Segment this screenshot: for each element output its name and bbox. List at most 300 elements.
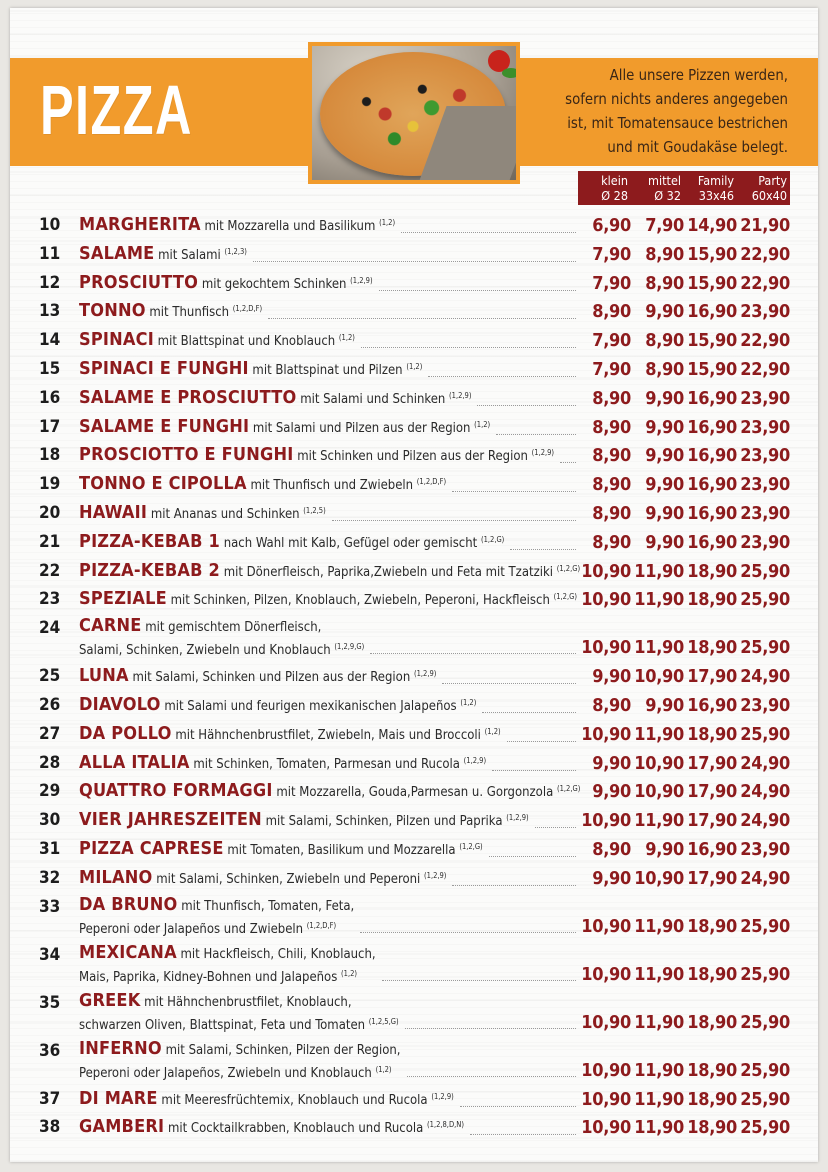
- item-name: PROSCIOTTO E FUNGHI: [79, 444, 294, 466]
- item-prices: [578, 964, 790, 985]
- menu-page: [10, 8, 818, 1162]
- item-number: 36: [39, 1040, 61, 1061]
- menu-item: [10, 415, 818, 444]
- price-mittel: 11,90: [634, 810, 684, 832]
- item-ingredients: Peperoni oder Jalapeños und Zwiebeln: [79, 921, 304, 937]
- price-mittel: 10,90: [634, 781, 684, 803]
- price-mittel: 9,90: [645, 531, 684, 553]
- item-ingredients: mit Thunfisch: [149, 305, 230, 321]
- price-mittel: 10,90: [634, 666, 684, 688]
- item-number: 13: [39, 301, 61, 322]
- item-description: [79, 808, 529, 831]
- item-number: 26: [39, 695, 61, 715]
- item-prices: [578, 244, 790, 265]
- allergen-codes: (1,2,G): [556, 784, 581, 794]
- item-name: LUNA: [79, 665, 129, 687]
- item-ingredients: mit Salami: [158, 247, 221, 263]
- dot-leader: [452, 885, 576, 886]
- item-name: TONNO E CIPOLLA: [79, 473, 247, 495]
- item-name: PROSCIUTTO: [79, 271, 199, 293]
- item-line: [79, 213, 395, 236]
- item-ingredients: mit Hähnchenbrustfilet, Zwiebeln, Mais und Broccoli: [175, 727, 481, 743]
- leaf-icon: [502, 68, 516, 78]
- item-line: [79, 1012, 399, 1035]
- item-line: [79, 808, 529, 831]
- item-line: [79, 443, 554, 466]
- price-mittel: 11,90: [634, 589, 684, 611]
- price-klein: 10,90: [581, 637, 631, 659]
- item-line: [79, 779, 580, 802]
- item-number: 35: [39, 992, 61, 1013]
- dot-leader: [470, 1134, 576, 1135]
- item-ingredients: mit Dönerfleisch, Paprika,Zwiebeln und Feta mit Tzatziki: [223, 564, 553, 580]
- price-mittel: 9,90: [645, 445, 684, 467]
- item-prices: [578, 330, 790, 351]
- price-family: 18,90: [687, 1011, 737, 1033]
- allergen-codes: (1,2,5): [303, 506, 326, 515]
- price-mittel: 8,90: [645, 243, 684, 265]
- price-klein: 8,90: [592, 416, 631, 438]
- item-ingredients: mit Thunfisch und Zwiebeln: [250, 478, 414, 494]
- item-line: [79, 964, 376, 987]
- allergen-codes: (1,2,9): [424, 870, 447, 880]
- item-ingredients: Mais, Paprika, Kidney-Bohnen und Jalapeños: [79, 969, 338, 985]
- price-klein: 9,90: [592, 867, 631, 889]
- pizza-photo-image: [312, 46, 516, 180]
- price-party: 23,90: [740, 839, 790, 860]
- item-line: [79, 271, 373, 294]
- price-party: 22,90: [740, 359, 790, 380]
- size-name: mittel: [648, 173, 681, 188]
- item-description: [79, 587, 577, 610]
- size-name: Party: [758, 173, 787, 188]
- item-ingredients: mit Mozzarella und Basilikum: [204, 219, 376, 234]
- item-ingredients: mit Salami, Schinken, Zwiebeln und Peperoni: [156, 871, 421, 887]
- menu-item: [10, 693, 818, 722]
- price-klein: 8,90: [592, 445, 631, 467]
- allergen-codes: (1,2,5,G): [368, 1016, 399, 1026]
- price-mittel: 8,90: [645, 359, 684, 380]
- allergen-codes: (1,2,9): [413, 669, 437, 679]
- item-line: [79, 837, 483, 860]
- allergen-codes: (1,2,G): [556, 563, 581, 573]
- item-ingredients: schwarzen Oliven, Blattspinat, Feta und Tomaten: [79, 1017, 366, 1033]
- item-line: [79, 616, 364, 637]
- allergen-codes: (1,2): [341, 968, 358, 978]
- price-party: 23,90: [740, 416, 790, 438]
- allergen-codes: (1,2,9): [463, 755, 487, 765]
- item-description: [79, 693, 476, 716]
- size-dim: 33x46: [698, 188, 734, 203]
- price-mittel: 8,90: [645, 272, 684, 294]
- item-line: [79, 637, 364, 660]
- price-family: 18,90: [687, 963, 737, 985]
- item-number: 32: [39, 867, 61, 888]
- item-number: 27: [39, 723, 61, 744]
- price-party: 24,90: [740, 781, 790, 803]
- dot-leader: [407, 1076, 576, 1077]
- allergen-codes: (1,2,9,G): [334, 642, 365, 652]
- pizza-photo: [308, 42, 520, 184]
- price-party: 25,90: [740, 915, 790, 937]
- item-number: 10: [39, 215, 61, 235]
- item-description: [79, 866, 446, 889]
- menu-item: [10, 242, 818, 271]
- item-line: [79, 722, 501, 745]
- item-number: 24: [39, 618, 61, 639]
- price-klein: 6,90: [592, 215, 631, 236]
- price-klein: 10,90: [581, 723, 631, 745]
- item-name: DI MARE: [79, 1087, 158, 1109]
- price-party: 23,90: [740, 387, 790, 409]
- size-header: [578, 171, 790, 205]
- allergen-codes: (1,2,G): [553, 592, 577, 602]
- menu-item: [10, 779, 818, 808]
- allergen-codes: (1,2): [379, 218, 396, 227]
- item-name: CARNE: [79, 615, 142, 637]
- item-ingredients: mit Schinken, Pilzen, Knoblauch, Zwiebeln, Peperoni, Hackfleisch: [170, 593, 550, 609]
- item-ingredients: mit Salami, Schinken, Pilzen der Region,: [165, 1042, 401, 1058]
- price-family: 18,90: [687, 723, 737, 745]
- menu-item: [10, 443, 818, 472]
- item-number: 19: [39, 474, 61, 495]
- size-name: Family: [697, 173, 734, 188]
- item-number: 23: [39, 589, 61, 610]
- allergen-codes: (1,2): [375, 1064, 392, 1074]
- item-description: [79, 213, 395, 236]
- item-name: PIZZA CAPRESE: [79, 838, 224, 859]
- item-name: PIZZA-KEBAB 1: [79, 530, 220, 552]
- menu-item: [10, 808, 818, 837]
- allergen-codes: (1,2): [406, 362, 423, 371]
- intro-text: [528, 64, 788, 160]
- price-family: 15,90: [687, 359, 737, 380]
- item-ingredients: mit gekochtem Schinken: [201, 276, 347, 292]
- size-name: klein: [601, 173, 628, 188]
- price-mittel: 11,90: [634, 560, 684, 582]
- allergen-codes: (1,2): [484, 726, 501, 736]
- item-ingredients: mit gemischtem Dönerfleisch,: [145, 620, 322, 636]
- item-prices: [578, 273, 790, 294]
- item-number: 22: [39, 560, 61, 581]
- menu-item: [10, 386, 818, 415]
- price-mittel: 8,90: [645, 330, 684, 352]
- intro-line: und mit Goudakäse belegt.: [607, 139, 788, 156]
- dot-leader: [361, 347, 576, 348]
- item-number: 18: [39, 445, 61, 466]
- item-description: [79, 1087, 454, 1110]
- price-mittel: 9,90: [645, 695, 684, 716]
- item-description: [79, 1115, 464, 1138]
- item-line: [79, 472, 446, 495]
- item-name: MARGHERITA: [79, 214, 201, 235]
- item-prices: [578, 916, 790, 937]
- price-mittel: 10,90: [634, 867, 684, 889]
- price-family: 17,90: [687, 810, 737, 832]
- item-name: DIAVOLO: [79, 694, 161, 715]
- item-number: 34: [39, 944, 61, 965]
- price-family: 18,90: [687, 1088, 737, 1110]
- price-party: 22,90: [740, 243, 790, 265]
- item-number: 14: [39, 330, 61, 351]
- item-line: [79, 386, 471, 409]
- dot-leader: [370, 653, 576, 654]
- item-line: [79, 328, 355, 351]
- item-line: [79, 1060, 401, 1083]
- item-description: [79, 443, 554, 466]
- price-klein: 7,90: [592, 330, 631, 352]
- menu-item: [10, 895, 818, 943]
- item-description: [79, 357, 422, 380]
- price-party: 22,90: [740, 272, 790, 294]
- price-klein: 8,90: [592, 839, 631, 860]
- item-line: [79, 1115, 464, 1138]
- price-party: 25,90: [740, 963, 790, 985]
- price-family: 16,90: [687, 503, 737, 524]
- item-prices: [578, 810, 790, 831]
- item-prices: [578, 1117, 790, 1138]
- item-prices: [578, 753, 790, 774]
- item-description: [79, 530, 504, 553]
- dot-leader: [405, 1028, 576, 1029]
- price-family: 15,90: [687, 272, 737, 294]
- allergen-codes: (1,2,9): [431, 1091, 454, 1101]
- item-ingredients: mit Meeresfrüchtemix, Knoblauch und Rucola: [161, 1092, 428, 1108]
- dot-leader: [535, 827, 576, 828]
- item-name: SPINACI E FUNGHI: [79, 358, 249, 379]
- price-mittel: 9,90: [645, 839, 684, 860]
- price-party: 23,90: [740, 301, 790, 323]
- price-mittel: 10,90: [634, 752, 684, 774]
- item-description: [79, 616, 364, 660]
- item-ingredients: mit Schinken, Tomaten, Parmesan und Rucola: [193, 756, 460, 772]
- item-line: [79, 664, 436, 687]
- size-dim: Ø 28: [601, 188, 628, 203]
- price-klein: 10,90: [581, 810, 631, 832]
- item-line: [79, 299, 262, 322]
- price-klein: 8,90: [592, 695, 631, 716]
- allergen-codes: (1,2,G): [480, 534, 505, 544]
- item-line: [79, 751, 486, 774]
- price-party: 23,90: [740, 474, 790, 496]
- price-party: 23,90: [740, 695, 790, 716]
- price-party: 22,90: [740, 330, 790, 352]
- item-line: [79, 895, 354, 916]
- item-prices: [578, 417, 790, 438]
- dot-leader: [332, 520, 576, 521]
- price-klein: 10,90: [581, 1088, 631, 1110]
- item-number: 37: [39, 1088, 61, 1109]
- item-name: PIZZA-KEBAB 2: [79, 559, 220, 581]
- menu-item: [10, 328, 818, 357]
- price-family: 16,90: [687, 531, 737, 553]
- item-number: 16: [39, 387, 61, 408]
- price-party: 24,90: [740, 666, 790, 688]
- allergen-codes: (1,2,8,D,N): [427, 1120, 464, 1130]
- price-klein: 7,90: [592, 243, 631, 265]
- item-line: [79, 357, 422, 380]
- item-name: INFERNO: [79, 1037, 162, 1059]
- item-number: 33: [39, 896, 61, 917]
- item-prices: [578, 445, 790, 466]
- price-mittel: 11,90: [634, 723, 684, 745]
- allergen-codes: (1,2,D,F): [232, 304, 263, 314]
- price-party: 25,90: [740, 723, 790, 745]
- item-name: HAWAII: [79, 502, 148, 523]
- price-family: 16,90: [687, 474, 737, 496]
- menu-item: [10, 751, 818, 780]
- price-klein: 7,90: [592, 272, 631, 294]
- item-prices: [578, 503, 790, 524]
- price-family: 18,90: [687, 589, 737, 611]
- item-line: [79, 559, 580, 582]
- price-klein: 8,90: [592, 531, 631, 553]
- item-prices: [578, 724, 790, 745]
- menu-item: [10, 530, 818, 559]
- page-title: PIZZA: [40, 71, 193, 149]
- item-description: [79, 472, 446, 495]
- allergen-codes: (1,2,9): [350, 275, 373, 285]
- dot-leader: [452, 491, 576, 492]
- item-number: 11: [39, 243, 61, 264]
- item-name: SALAME E PROSCIUTTO: [79, 386, 297, 408]
- item-name: SALAME: [79, 242, 155, 264]
- price-mittel: 11,90: [634, 1059, 684, 1081]
- menu-item: [10, 299, 818, 328]
- price-mittel: 11,90: [634, 915, 684, 937]
- price-party: 24,90: [740, 752, 790, 774]
- item-number: 21: [39, 531, 61, 552]
- allergen-codes: (1,2,9): [506, 813, 529, 823]
- item-number: 15: [39, 359, 61, 379]
- allergen-codes: (1,2): [338, 333, 355, 343]
- menu-item: [10, 271, 818, 300]
- item-description: [79, 242, 247, 265]
- dot-leader: [482, 712, 576, 713]
- price-party: 21,90: [740, 215, 790, 236]
- item-description: [79, 837, 483, 860]
- item-name: ALLA ITALIA: [79, 751, 190, 773]
- menu-item: [10, 722, 818, 751]
- item-ingredients: Salami, Schinken, Zwiebeln und Knoblauch: [79, 643, 331, 659]
- item-ingredients: mit Cocktailkrabben, Knoblauch und Rucola: [167, 1121, 424, 1137]
- price-klein: 10,90: [581, 1011, 631, 1033]
- price-party: 25,90: [740, 1011, 790, 1033]
- price-party: 25,90: [740, 1088, 790, 1110]
- item-name: SALAME E FUNGHI: [79, 415, 250, 437]
- price-family: 18,90: [687, 637, 737, 659]
- price-party: 25,90: [740, 637, 790, 659]
- item-name: SPINACI: [79, 329, 154, 351]
- item-number: 20: [39, 503, 61, 523]
- price-family: 18,90: [687, 560, 737, 582]
- item-line: [79, 1039, 401, 1060]
- price-klein: 10,90: [581, 560, 631, 582]
- price-family: 18,90: [687, 1059, 737, 1081]
- item-line: [79, 866, 446, 889]
- price-party: 25,90: [740, 589, 790, 611]
- item-description: [79, 1039, 401, 1083]
- price-mittel: 9,90: [645, 474, 684, 496]
- item-prices: [578, 388, 790, 409]
- item-ingredients: nach Wahl mit Kalb, Gefügel oder gemischt: [223, 535, 478, 551]
- item-ingredients: mit Blattspinat und Knoblauch: [157, 334, 336, 350]
- price-klein: 8,90: [592, 387, 631, 409]
- price-mittel: 9,90: [645, 416, 684, 438]
- item-description: [79, 779, 580, 802]
- item-ingredients: mit Hackfleisch, Chili, Knoblauch,: [180, 946, 376, 962]
- item-description: [79, 299, 262, 322]
- price-klein: 9,90: [592, 781, 631, 803]
- price-family: 16,90: [687, 445, 737, 467]
- item-ingredients: mit Mozzarella, Gouda,Parmesan u. Gorgonzola: [276, 785, 554, 801]
- allergen-codes: (1,2,D,F): [416, 477, 447, 487]
- price-family: 16,90: [687, 839, 737, 860]
- price-mittel: 11,90: [634, 637, 684, 659]
- item-line: [79, 242, 247, 265]
- item-prices: [578, 532, 790, 553]
- price-party: 25,90: [740, 560, 790, 582]
- size-head-party: [737, 171, 790, 205]
- item-ingredients: mit Salami und feurigen mexikanischen Jalapeños: [164, 699, 457, 714]
- item-prices: [578, 637, 790, 658]
- menu-item: [10, 1039, 818, 1087]
- item-description: [79, 386, 471, 409]
- item-line: [79, 587, 577, 610]
- intro-line: Alle unsere Pizzen werden,: [609, 67, 788, 84]
- price-mittel: 11,90: [634, 963, 684, 985]
- item-description: [79, 722, 501, 745]
- price-family: 17,90: [687, 867, 737, 889]
- item-ingredients: Peperoni oder Jalapeños, Zwiebeln und Knoblauch: [79, 1065, 372, 1081]
- price-klein: 8,90: [592, 503, 631, 524]
- item-description: [79, 271, 373, 294]
- price-klein: 9,90: [592, 666, 631, 688]
- allergen-codes: (1,2,9): [531, 448, 555, 458]
- item-description: [79, 895, 354, 939]
- price-party: 23,90: [740, 503, 790, 524]
- price-family: 15,90: [687, 330, 737, 352]
- item-ingredients: mit Salami, Schinken und Pilzen aus der Region: [132, 670, 411, 686]
- item-line: [79, 530, 504, 553]
- menu-item: [10, 357, 818, 386]
- menu-item: [10, 587, 818, 616]
- item-description: [79, 943, 376, 987]
- item-prices: [578, 1060, 790, 1081]
- allergen-codes: (1,2): [460, 698, 477, 707]
- item-name: VIER JAHRESZEITEN: [79, 809, 262, 831]
- item-description: [79, 991, 399, 1035]
- item-number: 12: [39, 272, 61, 293]
- item-name: QUATTRO FORMAGGI: [79, 780, 273, 802]
- price-klein: 10,90: [581, 1059, 631, 1081]
- price-family: 16,90: [687, 695, 737, 716]
- menu-item: [10, 991, 818, 1039]
- dot-leader: [382, 980, 576, 981]
- price-family: 16,90: [687, 301, 737, 323]
- dot-leader: [477, 405, 576, 406]
- allergen-codes: (1,2): [474, 419, 491, 429]
- item-number: 25: [39, 666, 61, 687]
- price-mittel: 9,90: [645, 503, 684, 524]
- item-ingredients: mit Thunfisch, Tomaten, Feta,: [181, 898, 355, 914]
- item-name: DA POLLO: [79, 722, 172, 744]
- item-prices: [578, 474, 790, 495]
- size-head-klein: [578, 171, 631, 205]
- price-party: 24,90: [740, 867, 790, 889]
- item-ingredients: mit Salami, Schinken, Pilzen und Paprika: [265, 814, 503, 830]
- menu-item: [10, 664, 818, 693]
